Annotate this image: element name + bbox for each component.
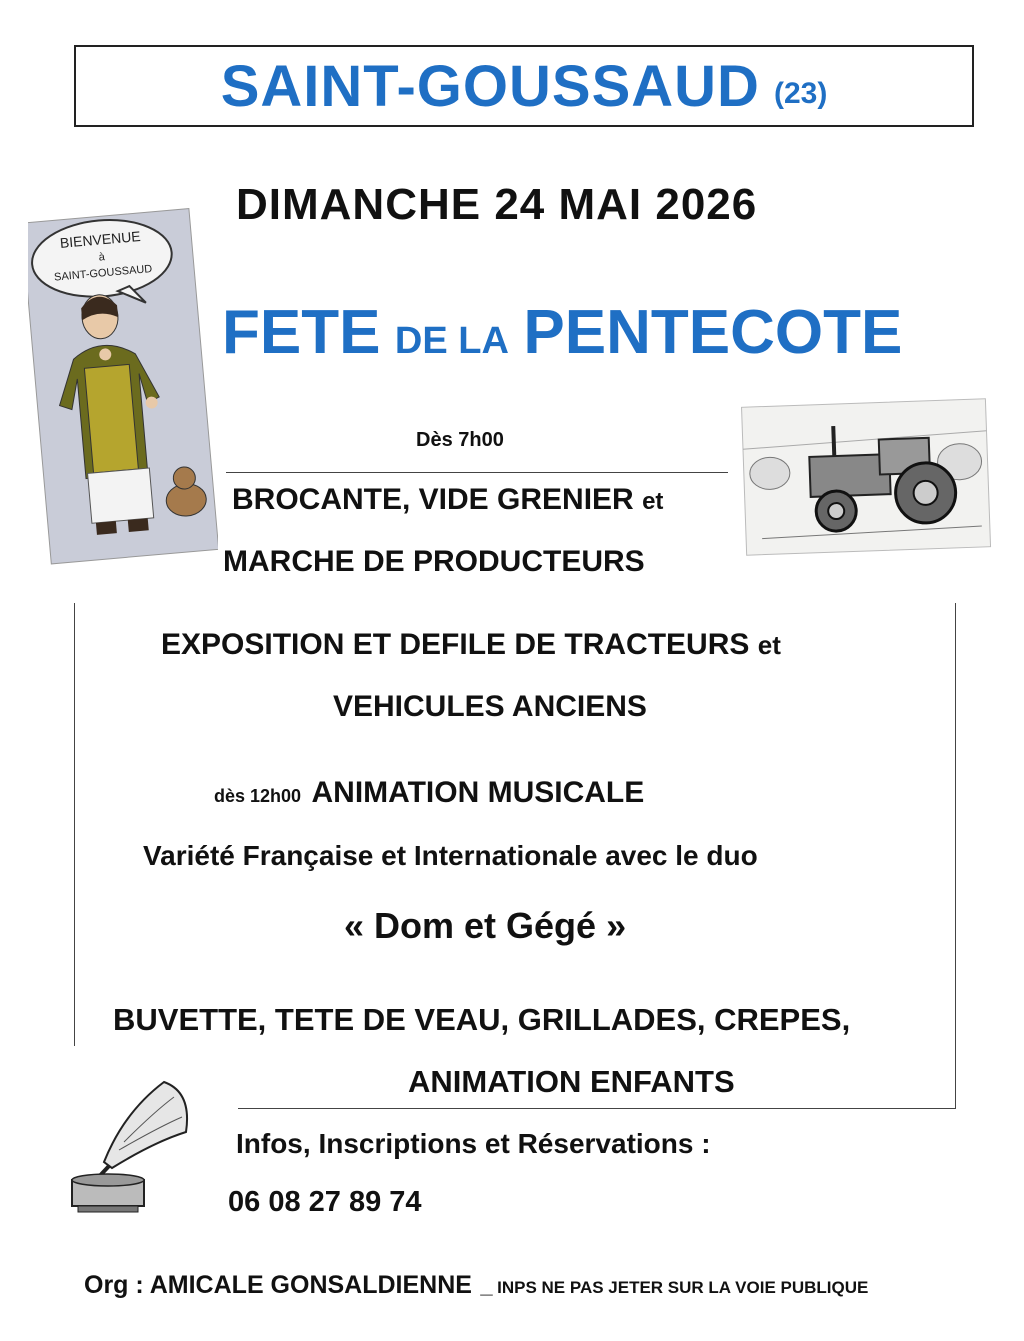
sign-line3: SAINT-GOUSSAUD <box>53 263 153 284</box>
sign-line2: à <box>98 251 106 264</box>
footer-notice: INPS NE PAS JETER SUR LA VOIE PUBLIQUE <box>497 1278 869 1297</box>
divider-top <box>226 472 728 473</box>
contact-phone: 06 08 27 89 74 <box>228 1186 422 1218</box>
frame-left <box>74 603 75 1046</box>
music-time: dès 12h00 <box>214 786 302 806</box>
exposition-label: EXPOSITION ET DEFILE DE TRACTEURS <box>161 628 750 661</box>
brocante-et: et <box>642 488 664 515</box>
brocante-text <box>232 483 663 517</box>
frame-right <box>955 603 956 1108</box>
music-line <box>214 776 644 810</box>
department-number: (23) <box>773 77 828 110</box>
kids-text: ANIMATION ENFANTS <box>408 1064 735 1099</box>
gramophone-illustration <box>64 1072 194 1214</box>
vehicules-text: VEHICULES ANCIENS <box>333 690 647 723</box>
tractor-illustration <box>740 395 992 557</box>
event-title <box>222 297 902 368</box>
exposition-et: et <box>757 630 781 660</box>
event-title-pentecote: PENTECOTE <box>523 298 903 367</box>
footer-line <box>84 1271 868 1300</box>
music-description: Variété Française et Internationale avec le duo <box>143 840 758 871</box>
morning-time: Dès 7h00 <box>416 429 504 451</box>
event-title-fete: FETE <box>222 298 381 367</box>
title-banner <box>74 45 974 127</box>
sign-line1: BIENVENUE <box>59 227 142 251</box>
event-title-de-la: DE LA <box>394 320 509 362</box>
saint-statue-illustration <box>28 205 218 565</box>
contact-label: Infos, Inscriptions et Réservations : <box>236 1128 711 1159</box>
footer-org: Org : AMICALE GONSALDIENNE <box>84 1271 472 1299</box>
footer-separator: _ <box>480 1273 493 1298</box>
town-name: SAINT-GOUSSAUD <box>220 53 760 119</box>
brocante-label: BROCANTE, VIDE GRENIER <box>232 483 634 516</box>
exposition-text <box>161 628 781 662</box>
music-title: ANIMATION MUSICALE <box>311 776 645 809</box>
marche-text: MARCHE DE PRODUCTEURS <box>223 545 645 578</box>
food-text: BUVETTE, TETE DE VEAU, GRILLADES, CREPES, <box>113 1002 851 1037</box>
divider-bottom <box>238 1108 956 1109</box>
event-date: DIMANCHE 24 MAI 2026 <box>236 180 758 229</box>
duo-name: « Dom et Gégé » <box>344 905 627 946</box>
